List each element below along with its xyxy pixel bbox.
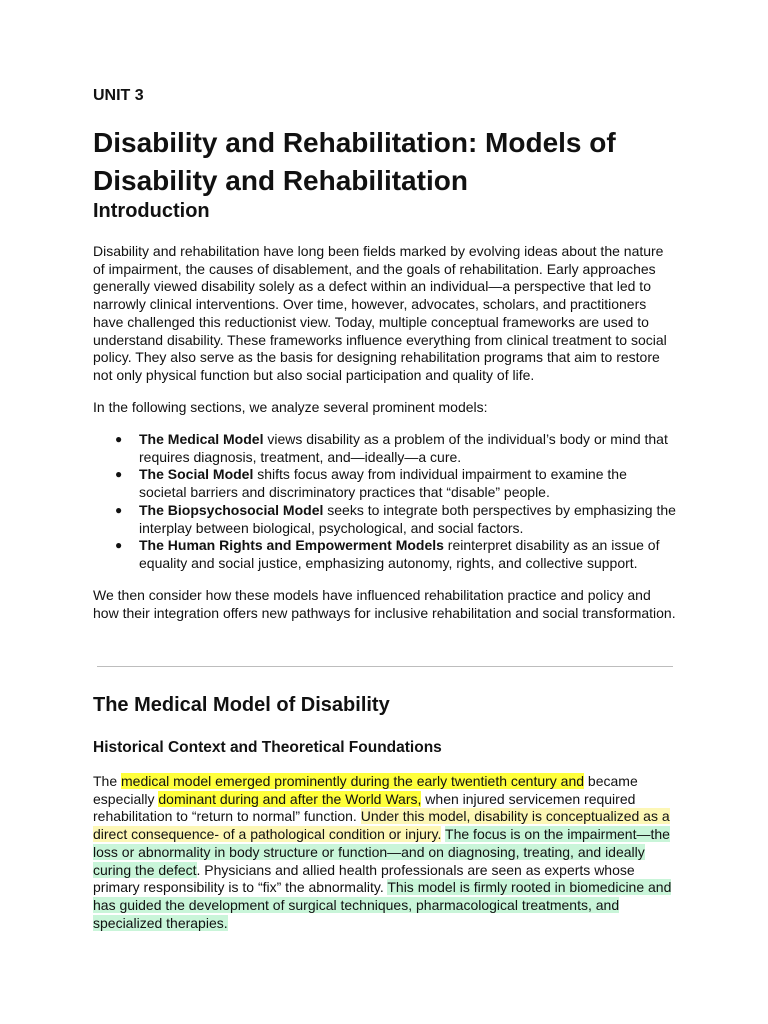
model-description: seeks to integrate both perspectives by emphasizing the interplay between biological, psychological, and social factors. xyxy=(139,501,676,536)
model-description: reinterpret disability as an issue of equality and social justice, emphasizing autonomy, rights, and collective support. xyxy=(139,537,660,571)
list-item xyxy=(93,466,678,501)
document-title: Disability and Rehabilitation: Models of Disability and Rehabilitation xyxy=(93,127,616,196)
list-item xyxy=(93,537,678,572)
unit-label: UNIT 3 xyxy=(93,87,144,104)
highlighted-text: Under this model, disability is conceptualized as a direct consequence- of a pathological condition or injury. xyxy=(93,808,670,843)
introduction-paragraph: Disability and rehabilitation have long been fields marked by evolving ideas about the nature of impairment, the causes of disablement, and the goals of rehabilitation. Early approaches generally viewed disability solely as a defect within an individual—a perspective that led to narrowly clinical interventions. Over time, however, advocates, scholars, and practitioners have challenged this reductionist view. Today, multiple conceptual frameworks are used to understand disability. These frameworks influence everything from clinical treatment to social policy. They also serve as the basis for designing rehabilitation programs that aim to restore not only physical function but also social participation and quality of life. xyxy=(93,243,667,383)
bullet-icon: ● xyxy=(115,538,123,553)
highlighted-text: medical model emerged prominently during the early twentieth century and xyxy=(121,773,585,789)
text-segment: The xyxy=(93,773,122,789)
medical-model-paragraph xyxy=(93,773,678,932)
medical-model-heading: The Medical Model of Disability xyxy=(93,694,390,716)
model-name: The Human Rights and Empowerment Models xyxy=(139,537,444,554)
bullet-icon: ● xyxy=(115,467,123,482)
highlighted-text: This model is firmly rooted in biomedicine and has guided the development of surgical techniques, pharmacological treatments, and specialized therapies. xyxy=(93,879,672,931)
models-list xyxy=(93,431,678,573)
historical-context-heading: Historical Context and Theoretical Foundations xyxy=(93,739,442,756)
text-segment: . Physicians and allied health professionals are seen as experts whose primary responsibility is to “fix” the abnormality. xyxy=(93,861,635,896)
text-segment: when injured servicemen required rehabilitation to “return to normal” function. xyxy=(93,790,636,825)
introduction-heading: Introduction xyxy=(93,200,210,222)
models-lead-in: In the following sections, we analyze several prominent models: xyxy=(93,399,488,415)
model-name: The Medical Model xyxy=(139,431,264,447)
bullet-icon: ● xyxy=(115,432,123,446)
model-description: shifts focus away from individual impairment to examine the societal barriers and discriminatory practices that “disable” people. xyxy=(139,466,627,501)
model-name: The Biopsychosocial Model xyxy=(139,501,324,518)
list-item xyxy=(93,502,678,537)
after-list-paragraph: We then consider how these models have influenced rehabilitation practice and policy and how their integration offers new pathways for inclusive rehabilitation and social transformation. xyxy=(93,587,676,621)
list-item xyxy=(93,431,678,466)
model-description: views disability as a problem of the individual’s body or mind that requires diagnosis, treatment, and—ideally—a cure. xyxy=(139,431,668,465)
horizontal-divider xyxy=(97,666,673,667)
highlighted-text: The focus is on the impairment—the loss or abnormality in body structure or function—and on diagnosing, treating, and ideally curing the defect xyxy=(93,826,670,878)
bullet-icon: ● xyxy=(115,502,123,517)
highlighted-text: dominant during and after the World Wars, xyxy=(158,790,422,807)
text-segment: became especially xyxy=(93,773,638,807)
model-name: The Social Model xyxy=(139,466,254,483)
